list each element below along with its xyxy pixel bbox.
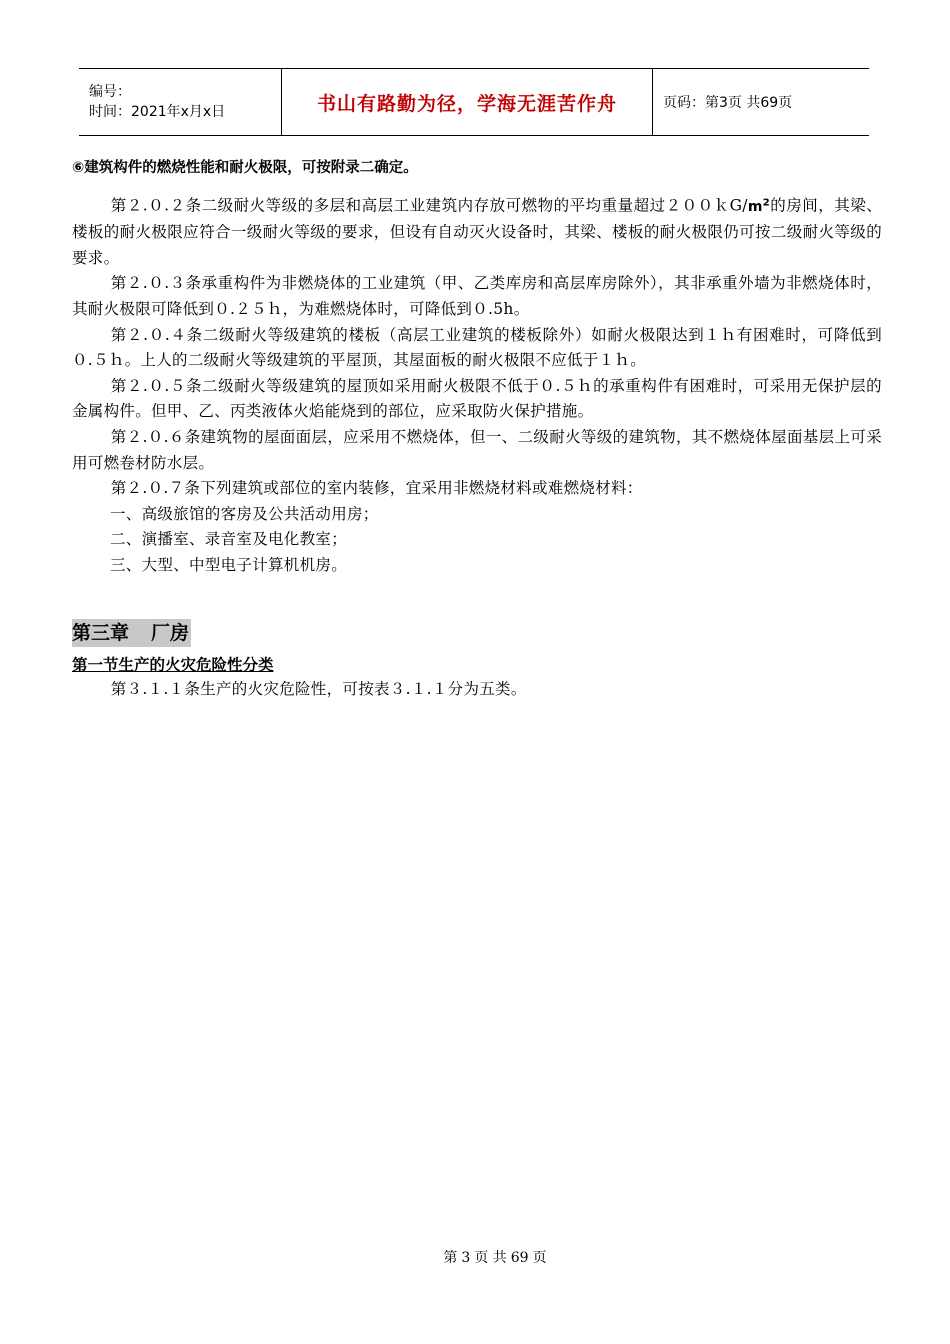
- paragraph-2-0-7: 第２.０.７条下列建筑或部位的室内装修，宜采用非燃烧材料或难燃烧材料：: [110, 479, 643, 498]
- header-page-label: 页码：第3页 共69页: [663, 95, 793, 111]
- footer-suffix: 页: [532, 1250, 547, 1266]
- paragraph-3-1-1: 第３.１.１条生产的火灾危险性，可按表３.１.１分为五类。: [110, 679, 527, 698]
- chapter-title: 厂房: [151, 621, 190, 644]
- list-item: 一、高级旅馆的客房及公共活动用房；: [110, 504, 379, 523]
- paragraph-2-0-6: 第２.０.６条建筑物的屋面面层，应采用不燃烧体，但一、二级耐火等级的建筑物，其不燃烧体屋面基层上可采用可燃卷材防水层。: [72, 428, 882, 472]
- document-body: [72, 156, 882, 702]
- footer-middle: 页 共: [474, 1250, 507, 1266]
- header-table: [79, 68, 869, 136]
- paragraph-2-0-2-cont: 的房间，其梁、楼板的耐火极限应符合一级耐火等级的要求，但设有自动灭火设备时，其梁、楼板的耐火极限仍可按二级耐火等级的要求。: [72, 196, 883, 267]
- unit-base: m: [747, 198, 763, 215]
- page-footer: [0, 1247, 950, 1267]
- header-motto: 书山有路勤为径，学海无涯苦作舟: [316, 92, 617, 115]
- unit-square-meter: [748, 199, 770, 215]
- paragraph-2-0-3: 第２.０.３条承重构件为非燃烧体的工业建筑（甲、乙类库房和高层库房除外），其非承重外墙为非燃烧体时，其耐火极限可降低到０.２５ｈ，为难燃烧体时，可降低到０.5h。: [72, 274, 882, 319]
- paragraph-2-0-2-text: 第２.０.２条二级耐火等级的多层和高层工业建筑内存放可燃物的平均重量超过２００ｋG/: [110, 196, 748, 215]
- list-item: 二、演播室、录音室及电化教室；: [110, 530, 348, 549]
- document-number-label: 编号：: [89, 84, 131, 100]
- paragraph-2-0-2: [72, 190, 882, 271]
- paragraph-2-0-4: 第２.０.４条二级耐火等级建筑的楼板（高层工业建筑的楼板除外）如耐火极限达到１ｈ有困难时，可降低到０.５ｈ。上人的二级耐火等级建筑的平屋顶，其屋面板的耐火极限不应低于１ｈ。: [72, 325, 882, 370]
- chapter-heading: [72, 619, 191, 647]
- footer-prefix: 第: [443, 1250, 458, 1266]
- paragraph-2-0-5: 第２.０.５条二级耐火等级建筑的屋顶如采用耐火极限不低于０.５ｈ的承重构件有困难时，可采用无保护层的金属构件。但甲、乙、丙类液体火焰能烧到的部位，应采取防火保护措施。: [72, 376, 882, 421]
- appendix-note: ⑥建筑构件的燃烧性能和耐火极限，可按附录二确定。: [72, 160, 418, 176]
- section-heading: 第一节生产的火灾危险性分类: [72, 655, 274, 674]
- list-item: 三、大型、中型电子计算机机房。: [110, 555, 348, 574]
- footer-page-number: 3: [461, 1250, 471, 1266]
- header-motto-cell: [281, 69, 653, 135]
- footer-total-pages: 69: [510, 1250, 529, 1266]
- header-page-cell: [653, 69, 869, 135]
- document-date-label: 时间：2021年x月x日: [89, 104, 226, 120]
- header-left-cell: [79, 69, 281, 135]
- unit-power: 2: [762, 197, 770, 208]
- chapter-number: 第三章: [72, 621, 130, 644]
